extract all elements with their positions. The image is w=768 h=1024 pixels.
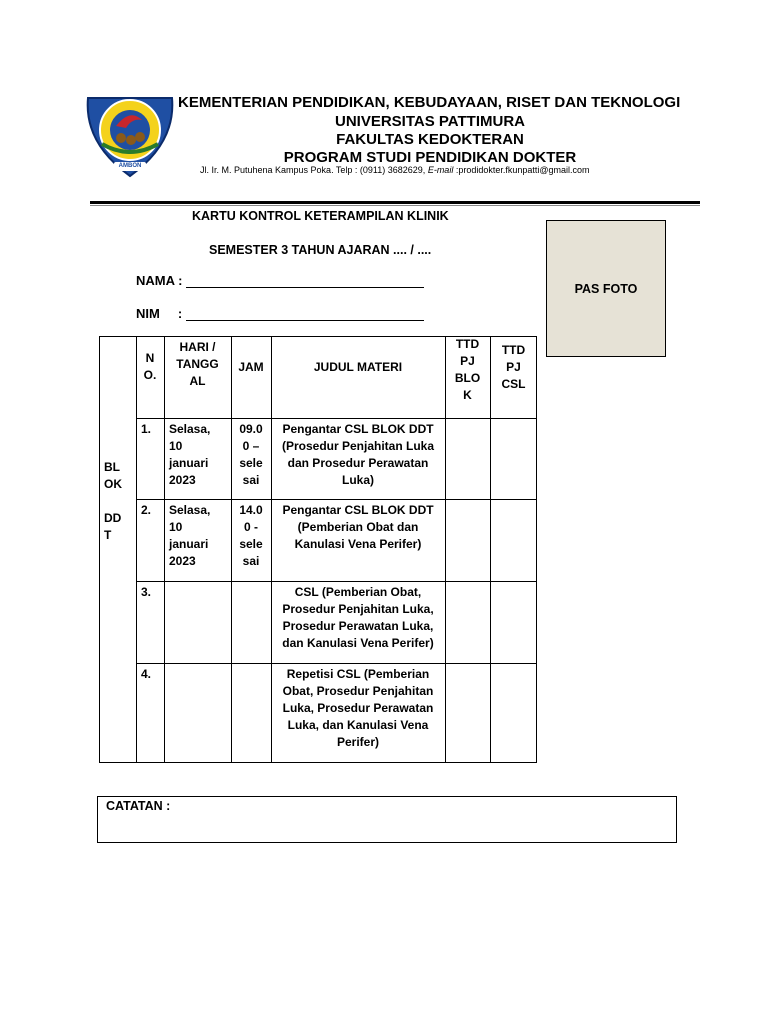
row-4-topic xyxy=(271,663,445,763)
row-3-topic-line: dan Kanulasi Vena Perifer) xyxy=(282,636,434,650)
block-label-line xyxy=(104,493,131,510)
row-3-no xyxy=(136,581,164,663)
nim-label: NIM : xyxy=(136,306,183,321)
row-3-topic-line: Prosedur Perawatan Luka, xyxy=(282,619,434,633)
row-1-day-line: Selasa, xyxy=(169,422,211,436)
row-2-time-line: 14.0 xyxy=(239,503,263,517)
row-4-no-line: 4. xyxy=(141,667,152,681)
photo-box xyxy=(546,220,666,357)
row-4-topic-line: Repetisi CSL (Pemberian xyxy=(286,667,430,681)
header-no xyxy=(136,336,164,418)
address-text: Jl. Ir. M. Putuhena Kampus Poka. Telp : (0911) 3682629, xyxy=(200,165,428,175)
row-1-topic-line: (Prosedur Penjahitan Luka xyxy=(281,439,435,453)
row-2-time xyxy=(231,499,271,581)
row-1-day-line: januari xyxy=(169,456,209,470)
header-day xyxy=(164,336,231,418)
row-1-day xyxy=(164,418,231,499)
header-day-line: TANGG xyxy=(176,357,219,371)
header-ttd-blok-line: K xyxy=(463,388,472,402)
row-1-topic-line: Luka) xyxy=(341,473,374,487)
row-1-topic xyxy=(271,418,445,499)
row-4-no xyxy=(136,663,164,763)
row-1-time xyxy=(231,418,271,499)
row-3-signature-csl[interactable] xyxy=(491,582,536,663)
nim-field[interactable] xyxy=(136,306,424,321)
header-ttd-csl-line: TTD xyxy=(501,343,526,357)
row-2-no xyxy=(136,499,164,581)
header-divider xyxy=(90,201,700,204)
row-2-topic-line: Kanulasi Vena Perifer) xyxy=(294,537,422,551)
row-1-signature-csl[interactable] xyxy=(491,419,536,499)
header-topic-line: JUDUL MATERI xyxy=(313,360,403,374)
block-label-line: DD xyxy=(104,511,122,525)
header-university: UNIVERSITAS PATTIMURA xyxy=(335,113,525,130)
row-3-topic-line: CSL (Pemberian Obat, xyxy=(294,585,422,599)
row-2-no-line: 2. xyxy=(141,503,152,517)
card-title: KARTU KONTROL KETERAMPILAN KLINIK xyxy=(192,209,449,223)
row-1-no-line: 1. xyxy=(141,422,152,436)
row-1-no xyxy=(136,418,164,499)
row-2-day-line: 10 xyxy=(169,520,183,534)
semester-title: SEMESTER 3 TAHUN AJARAN .... / .... xyxy=(209,243,432,257)
row-4-time xyxy=(231,663,271,763)
photo-label: PAS FOTO xyxy=(574,281,638,296)
row-4-topic-line: Luka, dan Kanulasi Vena xyxy=(287,718,429,732)
row-2-time-line: 0 - xyxy=(243,520,258,534)
header-topic xyxy=(271,336,445,418)
row-2-topic xyxy=(271,499,445,581)
notes-box[interactable] xyxy=(97,796,677,843)
row-4-signature-csl[interactable] xyxy=(491,664,536,763)
row-4-topic-line: Obat, Prosedur Penjahitan xyxy=(282,684,434,698)
nim-input-line[interactable] xyxy=(186,306,424,321)
university-logo xyxy=(80,88,180,180)
row-1-time-line: 0 – xyxy=(242,439,260,453)
row-2-day-line: 2023 xyxy=(169,554,196,568)
header-ttd-csl-line: PJ xyxy=(506,360,521,374)
row-1-time-line: 09.0 xyxy=(239,422,263,436)
header-ttd-csl-line: CSL xyxy=(501,377,526,391)
header-day-line: AL xyxy=(189,374,206,388)
row-3-signature-blok[interactable] xyxy=(446,582,490,663)
nama-field[interactable] xyxy=(136,273,424,288)
header-ttd-blok xyxy=(445,336,490,418)
block-label-line: T xyxy=(104,528,112,542)
nama-label: NAMA : xyxy=(136,273,183,288)
row-3-day xyxy=(164,581,231,663)
block-label-line: OK xyxy=(104,477,122,491)
row-3-no-line: 3. xyxy=(141,585,152,599)
header-ttd-csl xyxy=(490,336,537,418)
row-1-topic-line: dan Prosedur Perawatan xyxy=(287,456,429,470)
header-program: PROGRAM STUDI PENDIDIKAN DOKTER xyxy=(283,149,577,166)
row-1-day-line: 2023 xyxy=(169,473,196,487)
row-1-time-line: sai xyxy=(242,473,260,487)
block-label-line: BL xyxy=(104,460,120,474)
row-2-topic-line: (Pemberian Obat dan xyxy=(297,520,419,534)
header-divider-thin xyxy=(90,205,700,206)
header-time xyxy=(231,336,271,418)
row-3-topic-line: Prosedur Penjahitan Luka, xyxy=(282,602,434,616)
header-ttd-blok-line: TTD xyxy=(455,337,480,351)
row-3-topic xyxy=(271,581,445,663)
row-1-topic-line: Pengantar CSL BLOK DDT xyxy=(282,422,434,436)
nama-input-line[interactable] xyxy=(186,273,424,288)
logo-caption: AMBON xyxy=(118,163,142,169)
header-ttd-blok-line: PJ xyxy=(460,354,475,368)
row-2-topic-line: Pengantar CSL BLOK DDT xyxy=(282,503,434,517)
header-day-line: HARI / xyxy=(179,340,216,354)
header-faculty: FAKULTAS KEDOKTERAN xyxy=(336,131,524,148)
row-2-day-line: januari xyxy=(169,537,209,551)
row-4-topic-line: Perifer) xyxy=(336,735,380,749)
row-4-signature-blok[interactable] xyxy=(446,664,490,763)
row-2-time-line: sele xyxy=(239,537,263,551)
header-time-line: JAM xyxy=(238,360,264,374)
row-2-day-line: Selasa, xyxy=(169,503,211,517)
header-no-line: O. xyxy=(143,368,157,382)
row-4-day xyxy=(164,663,231,763)
row-3-time xyxy=(231,581,271,663)
address-email-label: E-mail xyxy=(427,165,454,175)
row-2-signature-blok[interactable] xyxy=(446,500,490,581)
row-2-day xyxy=(164,499,231,581)
row-4-topic-line: Luka, Prosedur Perawatan xyxy=(282,701,434,715)
block-label xyxy=(99,456,136,576)
row-2-time-line: sai xyxy=(242,554,260,568)
row-2-signature-csl[interactable] xyxy=(491,500,536,581)
row-1-day-line: 10 xyxy=(169,439,183,453)
schedule-table xyxy=(99,336,537,763)
header-no-line: N xyxy=(145,351,155,365)
notes-label: CATATAN : xyxy=(106,799,171,813)
header-address xyxy=(200,165,590,175)
row-1-time-line: sele xyxy=(239,456,263,470)
address-email: :prodidokter.fkunpatti@gmail.com xyxy=(453,165,590,175)
header-ministry: KEMENTERIAN PENDIDIKAN, KEBUDAYAAN, RISET DAN TEKNOLOGI xyxy=(178,94,681,111)
row-1-signature-blok[interactable] xyxy=(446,419,490,499)
header-ttd-blok-line: BLO xyxy=(454,371,481,385)
